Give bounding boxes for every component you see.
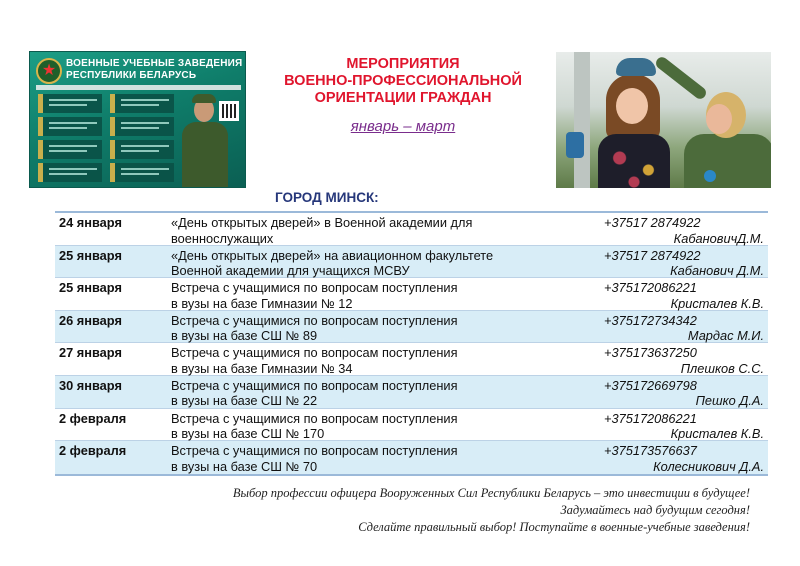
title-line1: МЕРОПРИЯТИЯ: [346, 56, 460, 72]
table-row: [55, 278, 768, 311]
event-description: Встреча с учащимися по вопросам поступления в вузы на базе СШ № 70: [171, 443, 458, 474]
event-contact: [604, 411, 764, 442]
red-star-emblem-icon: ★: [36, 58, 62, 84]
contact-phone: +375172669798: [604, 377, 697, 393]
event-date: 27 января: [59, 345, 122, 361]
event-contact: [604, 378, 764, 409]
event-date: 25 января: [59, 280, 122, 296]
footer-line2: Задумайтесь над будущим сегодня!: [560, 503, 750, 517]
event-description: «День открытых дверей» на авиационном факультете Военной академии для учащихся МСВУ: [171, 247, 494, 279]
event-date: 26 января: [59, 312, 122, 328]
footer-line3: Сделайте правильный выбор! Поступайте в военные-учебные заведения!: [358, 520, 750, 534]
event-date: 2 февраля: [59, 443, 127, 459]
banner-title-line1: ВОЕННЫЕ УЧЕБНЫЕ ЗАВЕДЕНИЯ: [66, 58, 243, 69]
contact-phone: +375173576637: [604, 443, 697, 459]
event-contact: [604, 443, 764, 474]
contact-name: Колесникович Д.А.: [653, 458, 764, 474]
contact-name: Кабанович Д.М.: [670, 263, 764, 279]
contact-name: Кристалев К.В.: [670, 426, 764, 442]
event-description: Встреча с учащимися по вопросам поступления в вузы на базе СШ № 170: [171, 410, 458, 442]
banner-school-cards: [38, 94, 178, 182]
event-contact: [604, 215, 764, 246]
event-date: 25 января: [59, 247, 122, 263]
city-heading: ГОРОД МИНСК:: [275, 190, 379, 205]
contact-phone: +375172734342: [604, 312, 697, 328]
title-line3: ОРИЕНТАЦИИ ГРАЖДАН: [314, 90, 492, 106]
footer-line1: Выбор профессии офицера Вооруженных Сил Республики Беларусь – это инвестиции в будущее!: [232, 486, 750, 500]
period-subtitle: январь – март: [350, 118, 456, 135]
event-description: Встреча с учащимися по вопросам поступления в вузы на базе СШ № 89: [171, 312, 458, 344]
contact-name: Пешко Д.А.: [695, 393, 764, 409]
table-row: [55, 246, 768, 279]
table-row: [55, 213, 768, 246]
contact-name: Плешков С.С.: [680, 360, 764, 376]
event-contact: [604, 280, 764, 311]
event-description: Встреча с учащимися по вопросам поступления в вузы на базе Гимназии № 12: [171, 280, 458, 311]
contact-phone: +37517 2874922: [604, 215, 701, 230]
table-row: [55, 409, 768, 442]
event-contact: [604, 313, 764, 344]
contact-phone: +375172086221: [604, 280, 697, 296]
contact-name: Мардас М.И.: [687, 328, 764, 344]
footer-slogans: [110, 485, 750, 536]
table-row: [55, 311, 768, 344]
table-row: [55, 343, 768, 376]
banner-title-line2: РЕСПУБЛИКИ БЕЛАРУСЬ: [66, 70, 197, 81]
contact-name: КабановичД.М.: [673, 230, 764, 246]
event-date: 30 января: [59, 377, 122, 393]
event-date: 24 января: [59, 215, 122, 230]
events-table: [55, 211, 768, 476]
contact-phone: +375172086221: [604, 410, 697, 426]
event-contact: [604, 345, 764, 376]
photo-girl-with-soldier: [556, 52, 771, 188]
event-description: «День открытых дверей» в Военной академии для военнослужащих: [171, 215, 473, 246]
event-description: Встреча с учащимися по вопросам поступления в вузы на базе СШ № 22: [171, 377, 458, 409]
event-date: 2 февраля: [59, 410, 127, 426]
title-line2: ВОЕННО-ПРОФЕССИОНАЛЬНОЙ: [284, 73, 522, 89]
event-contact: [604, 248, 764, 279]
military-schools-banner: [29, 51, 246, 188]
event-description: Встреча с учащимися по вопросам поступления в вузы на базе Гимназии № 34: [171, 345, 458, 376]
contact-name: Кристалев К.В.: [670, 295, 764, 311]
page-title: [258, 56, 548, 107]
contact-phone: +375173637250: [604, 345, 697, 361]
table-row: [55, 376, 768, 409]
table-row: [55, 441, 768, 474]
contact-phone: +37517 2874922: [604, 247, 701, 263]
qr-code-icon: [219, 101, 239, 121]
